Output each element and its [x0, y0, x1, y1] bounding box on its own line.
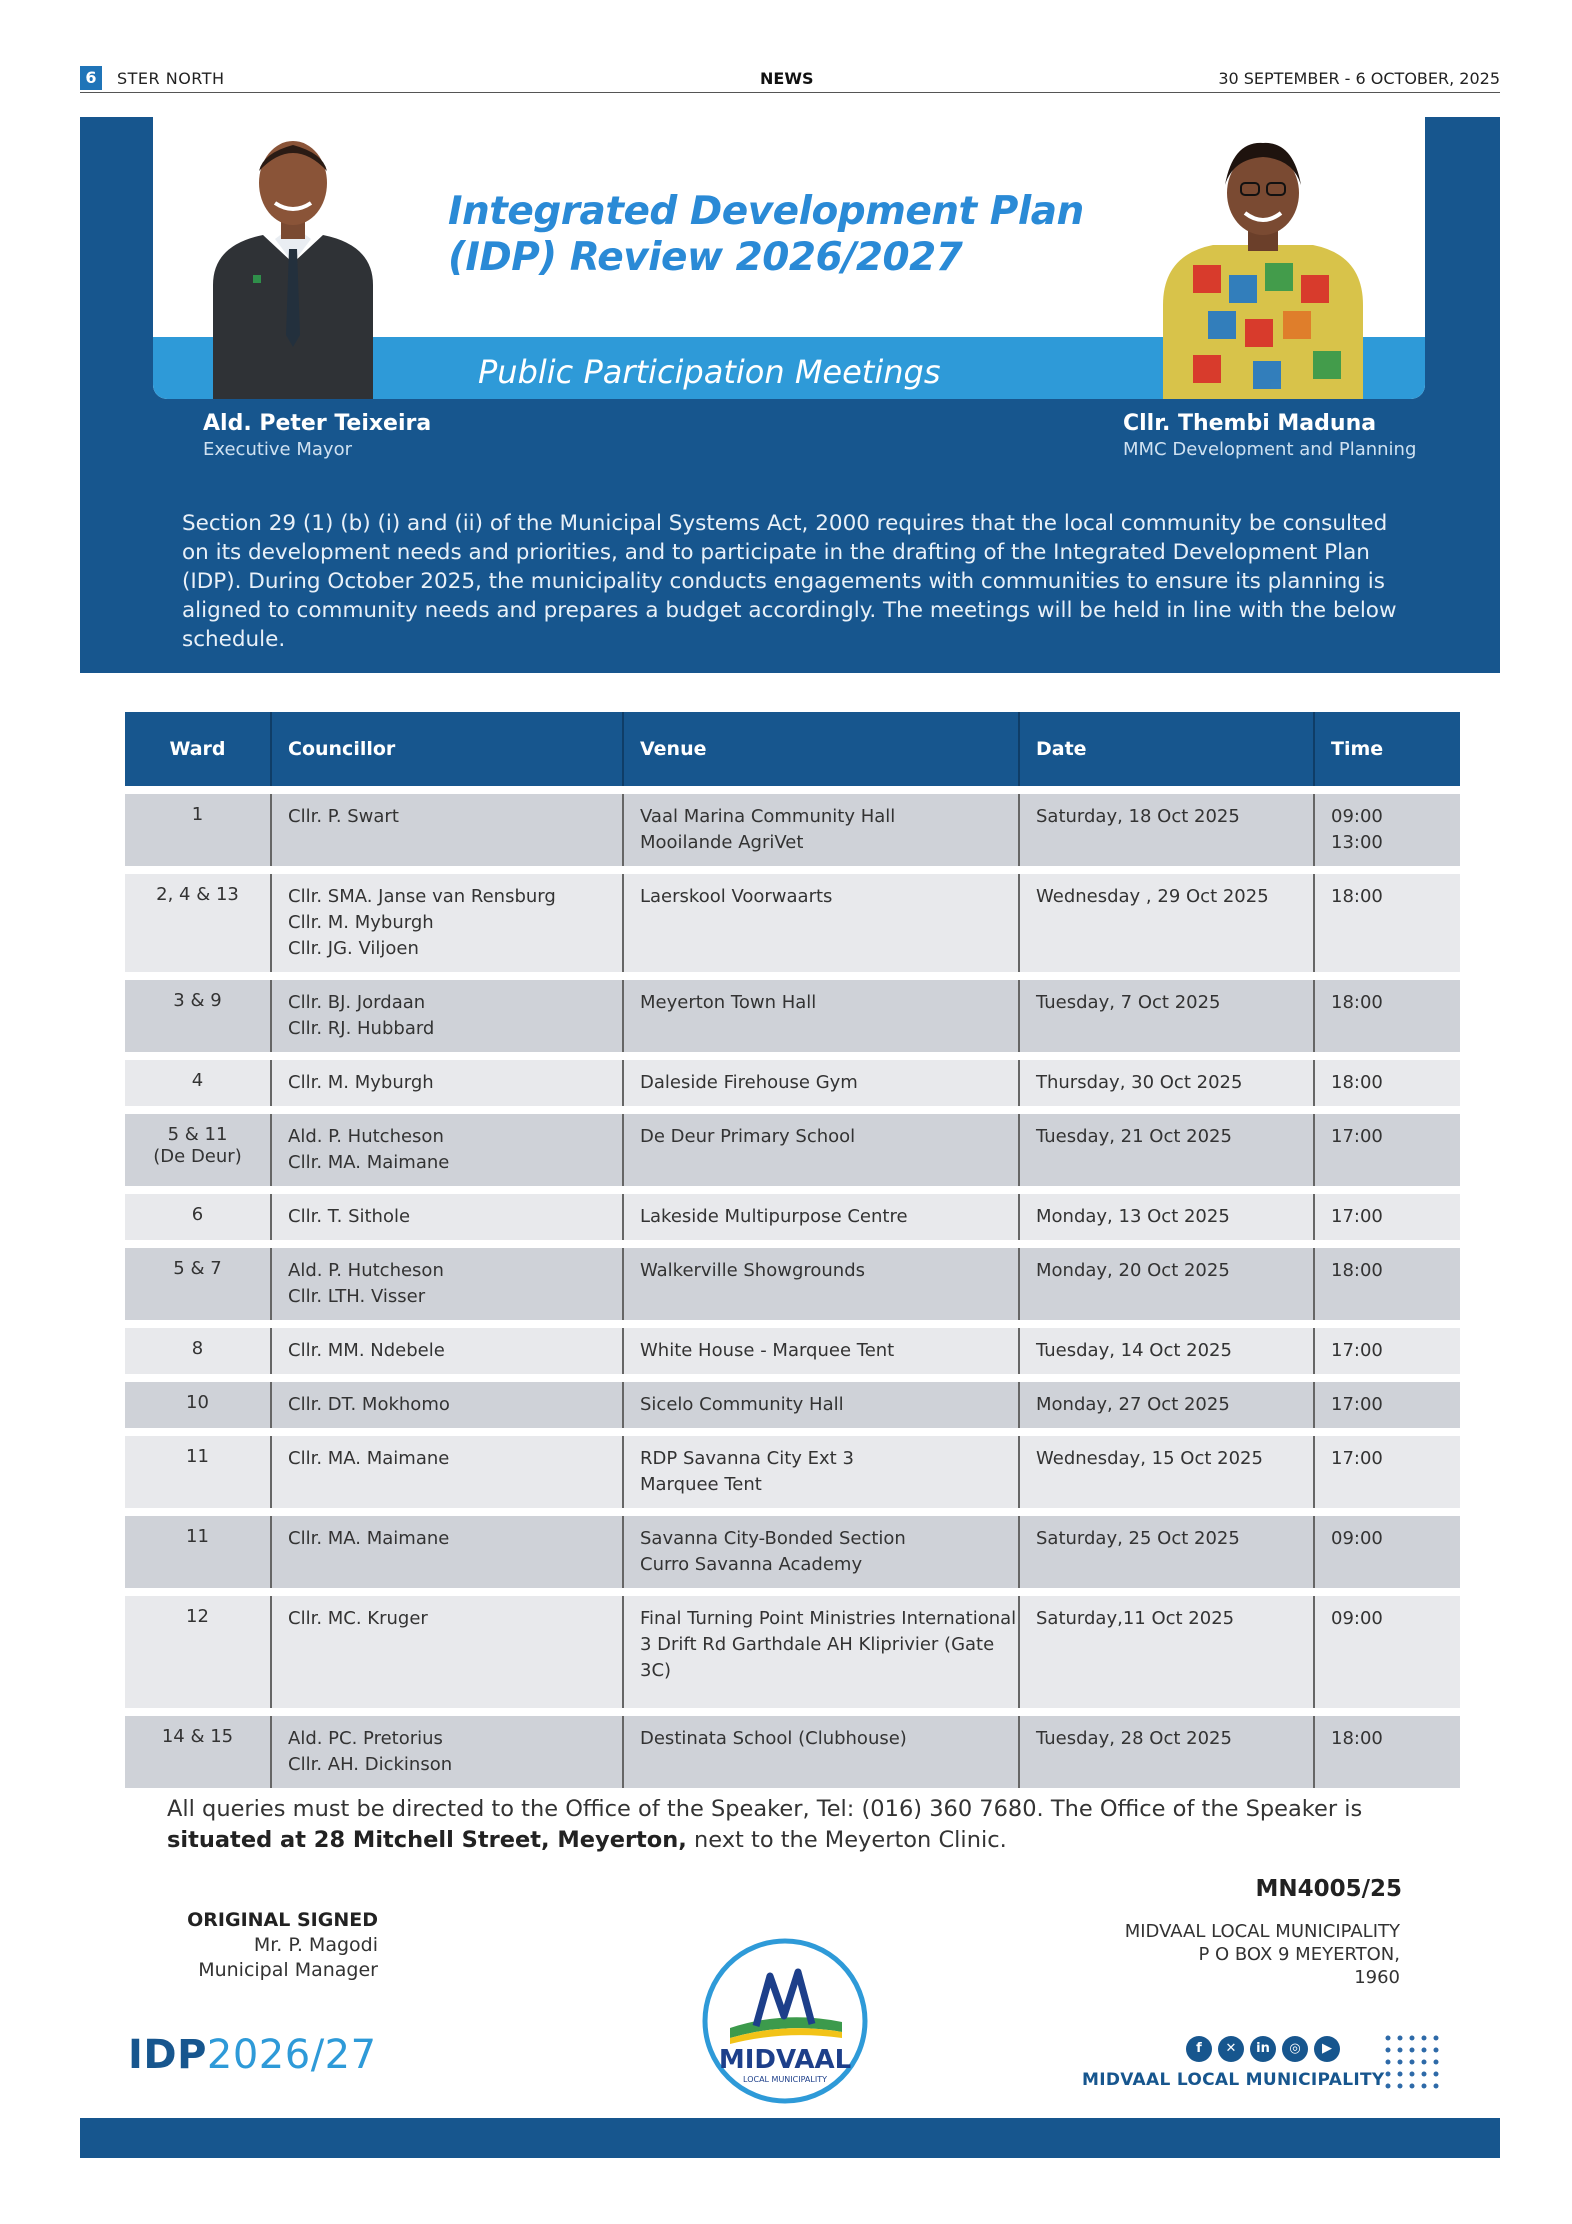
signature-block [150, 1908, 378, 1983]
table-row [125, 1712, 1460, 1788]
cell-councillor-line: Cllr. BJ. Jordaan [288, 992, 426, 1013]
cell-councillor-line: Cllr. MM. Ndebele [288, 1340, 445, 1361]
mmc-name: Cllr. Thembi Maduna [1123, 411, 1377, 436]
cell-venue [623, 1244, 1019, 1324]
cell-time [1314, 1190, 1460, 1244]
x-icon[interactable]: ✕ [1218, 2036, 1244, 2062]
cell-councillor-line: Ald. PC. Pretorius [288, 1728, 443, 1749]
cell-time-line: 18:00 [1331, 1728, 1383, 1749]
cell-councillor-line: Cllr. DT. Mokhomo [288, 1394, 450, 1415]
table-row [125, 1512, 1460, 1592]
cell-councillor-line: Cllr. MA. Maimane [288, 1528, 450, 1549]
cell-time [1314, 1056, 1460, 1110]
social-label: MIDVAAL LOCAL MUNICIPALITY [1082, 2070, 1385, 2090]
queries-note [167, 1794, 1427, 1856]
col-header-date: Date [1019, 712, 1314, 790]
idp-mark-year: 2026/27 [206, 2032, 377, 2078]
hero-banner [153, 117, 1425, 399]
cell-councillor-line: Cllr. T. Sithole [288, 1206, 411, 1227]
table-header-row [125, 712, 1460, 790]
table-row [125, 1378, 1460, 1432]
logo-text: MIDVAAL [718, 2045, 852, 2075]
cell-date-text: Saturday, 18 Oct 2025 [1036, 806, 1240, 827]
cell-councillor-line: Cllr. SMA. Janse van Rensburg [288, 886, 556, 907]
cell-date-text: Monday, 13 Oct 2025 [1036, 1206, 1230, 1227]
cell-councillor [271, 1244, 623, 1324]
mayor-name: Ald. Peter Teixeira [203, 411, 432, 436]
cell-councillor-line: Cllr. LTH. Visser [288, 1286, 426, 1307]
cell-time [1314, 1244, 1460, 1324]
cell-venue-line: Savanna City-Bonded Section [640, 1528, 906, 1549]
postal-address [1125, 1920, 1400, 1989]
cell-date [1019, 976, 1314, 1056]
cell-date-text: Tuesday, 7 Oct 2025 [1036, 992, 1221, 1013]
cell-ward [125, 1244, 271, 1324]
hero-title-line2: (IDP) Review 2026/2027 [448, 235, 963, 280]
cell-date-text: Tuesday, 28 Oct 2025 [1036, 1728, 1232, 1749]
hero-subtitle: Public Participation Meetings [478, 353, 941, 391]
cell-time-line: 13:00 [1331, 832, 1383, 853]
paper-name: STER NORTH [117, 69, 225, 88]
cell-venue [623, 1056, 1019, 1110]
cell-venue-line: RDP Savanna City Ext 3 [640, 1448, 854, 1469]
address-line: 1960 [1354, 1967, 1400, 1988]
cell-venue [623, 1378, 1019, 1432]
cell-time-line: 17:00 [1331, 1394, 1383, 1415]
page-header [80, 64, 1500, 93]
cell-venue-line: Vaal Marina Community Hall [640, 806, 896, 827]
cell-venue [623, 790, 1019, 870]
cell-venue [623, 1432, 1019, 1512]
cell-venue-line: Daleside Firehouse Gym [640, 1072, 858, 1093]
col-header-councillor: Councillor [271, 712, 623, 790]
cell-councillor-line: Cllr. MA. Maimane [288, 1448, 450, 1469]
hero-panel [80, 117, 1500, 673]
cell-venue-line: Final Turning Point Ministries International [640, 1608, 1017, 1629]
cell-venue-line: Walkerville Showgrounds [640, 1260, 866, 1281]
mmc-portrait [1153, 135, 1373, 399]
cell-time-line: 09:00 [1331, 1608, 1383, 1629]
signed-name: Mr. P. Magodi [253, 1934, 378, 1956]
table-row [125, 1432, 1460, 1512]
col-header-ward: Ward [125, 712, 271, 790]
cell-date [1019, 1378, 1314, 1432]
cell-time-line: 17:00 [1331, 1206, 1383, 1227]
table-row [125, 1592, 1460, 1712]
cell-ward [125, 1324, 271, 1378]
cell-ward-line: (De Deur) [153, 1146, 242, 1167]
hero-title-line1: Integrated Development Plan [448, 189, 1084, 234]
cell-councillor [271, 976, 623, 1056]
cell-date [1019, 1324, 1314, 1378]
cell-ward-line: 12 [186, 1606, 209, 1627]
cell-ward-line: 6 [191, 1204, 204, 1225]
midvaal-logo [700, 1936, 870, 2106]
cell-time-line: 09:00 [1331, 1528, 1383, 1549]
cell-date [1019, 790, 1314, 870]
table-row [125, 1324, 1460, 1378]
cell-councillor [271, 1592, 623, 1712]
cell-date-text: Wednesday , 29 Oct 2025 [1036, 886, 1269, 907]
cell-ward [125, 1432, 271, 1512]
cell-time [1314, 1592, 1460, 1712]
cell-time [1314, 1432, 1460, 1512]
mmc-role: MMC Development and Planning [1123, 439, 1417, 460]
table-row [125, 1110, 1460, 1190]
facebook-icon[interactable]: f [1186, 2036, 1212, 2062]
table-row [125, 976, 1460, 1056]
cell-date [1019, 1712, 1314, 1788]
cell-ward-line: 5 & 7 [173, 1258, 222, 1279]
cell-ward [125, 1190, 271, 1244]
cell-date [1019, 1592, 1314, 1712]
cell-councillor-line: Cllr. P. Swart [288, 806, 399, 827]
cell-venue-line: Destinata School (Clubhouse) [640, 1728, 907, 1749]
meeting-schedule-table [125, 712, 1460, 1788]
cell-ward-line: 8 [191, 1338, 204, 1359]
cell-ward-line: 4 [191, 1070, 204, 1091]
cell-venue-line: Laerskool Voorwaarts [640, 886, 833, 907]
cell-time-line: 17:00 [1331, 1448, 1383, 1469]
cell-venue [623, 1712, 1019, 1788]
issue-date: 30 SEPTEMBER - 6 OCTOBER, 2025 [1218, 69, 1500, 88]
cell-venue-line: White House - Marquee Tent [640, 1340, 895, 1361]
address-line: MIDVAAL LOCAL MUNICIPALITY [1124, 1921, 1400, 1942]
section-label: NEWS [760, 69, 814, 88]
signed-label: ORIGINAL SIGNED [187, 1909, 378, 1931]
idp-mark-bold: IDP [128, 2032, 207, 2078]
cell-time-line: 18:00 [1331, 992, 1383, 1013]
cell-time-line: 17:00 [1331, 1126, 1383, 1147]
cell-date [1019, 1432, 1314, 1512]
col-header-time: Time [1314, 712, 1460, 790]
address-line: P O BOX 9 MEYERTON, [1198, 1944, 1400, 1965]
cell-time-line: 18:00 [1331, 886, 1383, 907]
cell-venue [623, 1190, 1019, 1244]
cell-time [1314, 1712, 1460, 1788]
cell-time [1314, 1324, 1460, 1378]
signed-role: Municipal Manager [198, 1959, 378, 1981]
cell-time-line: 17:00 [1331, 1340, 1383, 1361]
cell-councillor [271, 1512, 623, 1592]
cell-date [1019, 1244, 1314, 1324]
queries-text-end: next to the Meyerton Clinic. [686, 1827, 1007, 1853]
cell-venue [623, 870, 1019, 976]
cell-councillor [271, 1110, 623, 1190]
cell-venue [623, 1110, 1019, 1190]
cell-councillor-line: Cllr. M. Myburgh [288, 1072, 434, 1093]
cell-venue [623, 976, 1019, 1056]
cell-date [1019, 1110, 1314, 1190]
cell-ward [125, 1712, 271, 1788]
cell-councillor-line: Ald. P. Hutcheson [288, 1260, 444, 1281]
instagram-icon[interactable]: ◎ [1282, 2036, 1308, 2062]
cell-date-text: Saturday,11 Oct 2025 [1036, 1608, 1235, 1629]
cell-time [1314, 1512, 1460, 1592]
footer-bar [80, 2118, 1500, 2158]
table-row [125, 1244, 1460, 1324]
cell-venue-line: Lakeside Multipurpose Centre [640, 1206, 908, 1227]
table-row [125, 1190, 1460, 1244]
cell-venue [623, 1512, 1019, 1592]
cell-ward-line: 1 [191, 804, 204, 825]
cell-time-line: 18:00 [1331, 1260, 1383, 1281]
cell-ward [125, 1110, 271, 1190]
cell-venue [623, 1324, 1019, 1378]
cell-councillor-line: Cllr. RJ. Hubbard [288, 1018, 435, 1039]
cell-councillor [271, 790, 623, 870]
cell-venue-line: Mooilande AgriVet [640, 832, 804, 853]
cell-date [1019, 870, 1314, 976]
cell-date [1019, 1512, 1314, 1592]
cell-date [1019, 1190, 1314, 1244]
mayor-role: Executive Mayor [203, 439, 352, 460]
page-number: 6 [80, 66, 102, 90]
cell-venue-line: Curro Savanna Academy [640, 1554, 863, 1575]
cell-date [1019, 1056, 1314, 1110]
cell-time-line: 18:00 [1331, 1072, 1383, 1093]
cell-date-text: Wednesday, 15 Oct 2025 [1036, 1448, 1263, 1469]
cell-ward [125, 790, 271, 870]
cell-date-text: Monday, 20 Oct 2025 [1036, 1260, 1230, 1281]
cell-date-text: Monday, 27 Oct 2025 [1036, 1394, 1230, 1415]
logo-subtext: LOCAL MUNICIPALITY [743, 2075, 827, 2084]
cell-councillor-line: Cllr. JG. Viljoen [288, 938, 419, 959]
cell-ward [125, 1592, 271, 1712]
table-body [125, 790, 1460, 1788]
cell-date-text: Tuesday, 14 Oct 2025 [1036, 1340, 1232, 1361]
cell-venue-line: 3 Drift Rd Garthdale AH Kliprivier (Gate 3C) [640, 1634, 995, 1681]
cell-ward [125, 976, 271, 1056]
mayor-portrait [193, 135, 393, 399]
cell-venue [623, 1592, 1019, 1712]
cell-venue-line: De Deur Primary School [640, 1126, 856, 1147]
cell-councillor [271, 1712, 623, 1788]
queries-address: situated at 28 Mitchell Street, Meyerton, [167, 1827, 687, 1853]
idp-mark [128, 2032, 377, 2078]
table-row [125, 870, 1460, 976]
col-header-venue: Venue [623, 712, 1019, 790]
cell-time [1314, 1110, 1460, 1190]
cell-councillor [271, 1190, 623, 1244]
cell-ward-line: 2, 4 & 13 [156, 884, 239, 905]
cell-councillor [271, 1378, 623, 1432]
intro-paragraph: Section 29 (1) (b) (i) and (ii) of the Municipal Systems Act, 2000 requires that the local community be consulted on its development needs and priorities, and to participate in the drafting of the Integrated Development Plan (IDP). During October 2025, the municipality conducts engagements with communities to ensure its planning is aligned to community needs and prepares a budget accordingly. The meetings will be held in line with the below schedule. [182, 511, 1397, 652]
cell-councillor [271, 1056, 623, 1110]
queries-text: All queries must be directed to the Office of the Speaker, Tel: (016) 360 7680. The Office of the Speaker is [167, 1796, 1363, 1822]
youtube-icon[interactable]: ▶ [1314, 2036, 1340, 2062]
cell-time [1314, 1378, 1460, 1432]
cell-time [1314, 790, 1460, 870]
cell-councillor-line: Cllr. AH. Dickinson [288, 1754, 453, 1775]
cell-ward [125, 1512, 271, 1592]
reference-number: MN4005/25 [1255, 1876, 1402, 1902]
cell-councillor-line: Cllr. M. Myburgh [288, 912, 434, 933]
cell-councillor-line: Cllr. MA. Maimane [288, 1152, 450, 1173]
cell-venue-line: Sicelo Community Hall [640, 1394, 844, 1415]
dot-grid-decoration [1384, 2034, 1444, 2094]
cell-ward [125, 1056, 271, 1110]
cell-time [1314, 976, 1460, 1056]
cell-councillor-line: Ald. P. Hutcheson [288, 1126, 444, 1147]
linkedin-icon[interactable]: in [1250, 2036, 1276, 2062]
cell-ward [125, 1378, 271, 1432]
table-row [125, 790, 1460, 870]
cell-councillor [271, 1432, 623, 1512]
cell-time [1314, 870, 1460, 976]
table-row [125, 1056, 1460, 1110]
cell-date-text: Saturday, 25 Oct 2025 [1036, 1528, 1240, 1549]
cell-ward-line: 11 [186, 1446, 209, 1467]
cell-time-line: 09:00 [1331, 806, 1383, 827]
cell-ward-line: 5 & 11 [167, 1124, 228, 1145]
cell-ward-line: 3 & 9 [173, 990, 222, 1011]
cell-date-text: Tuesday, 21 Oct 2025 [1036, 1126, 1232, 1147]
cell-ward-line: 14 & 15 [161, 1726, 234, 1747]
cell-ward [125, 870, 271, 976]
cell-ward-line: 11 [186, 1526, 209, 1547]
cell-councillor [271, 870, 623, 976]
cell-venue-line: Meyerton Town Hall [640, 992, 817, 1013]
cell-ward-line: 10 [186, 1392, 209, 1413]
cell-councillor-line: Cllr. MC. Kruger [288, 1608, 428, 1629]
cell-date-text: Thursday, 30 Oct 2025 [1036, 1072, 1243, 1093]
cell-venue-line: Marquee Tent [640, 1474, 762, 1495]
cell-councillor [271, 1324, 623, 1378]
